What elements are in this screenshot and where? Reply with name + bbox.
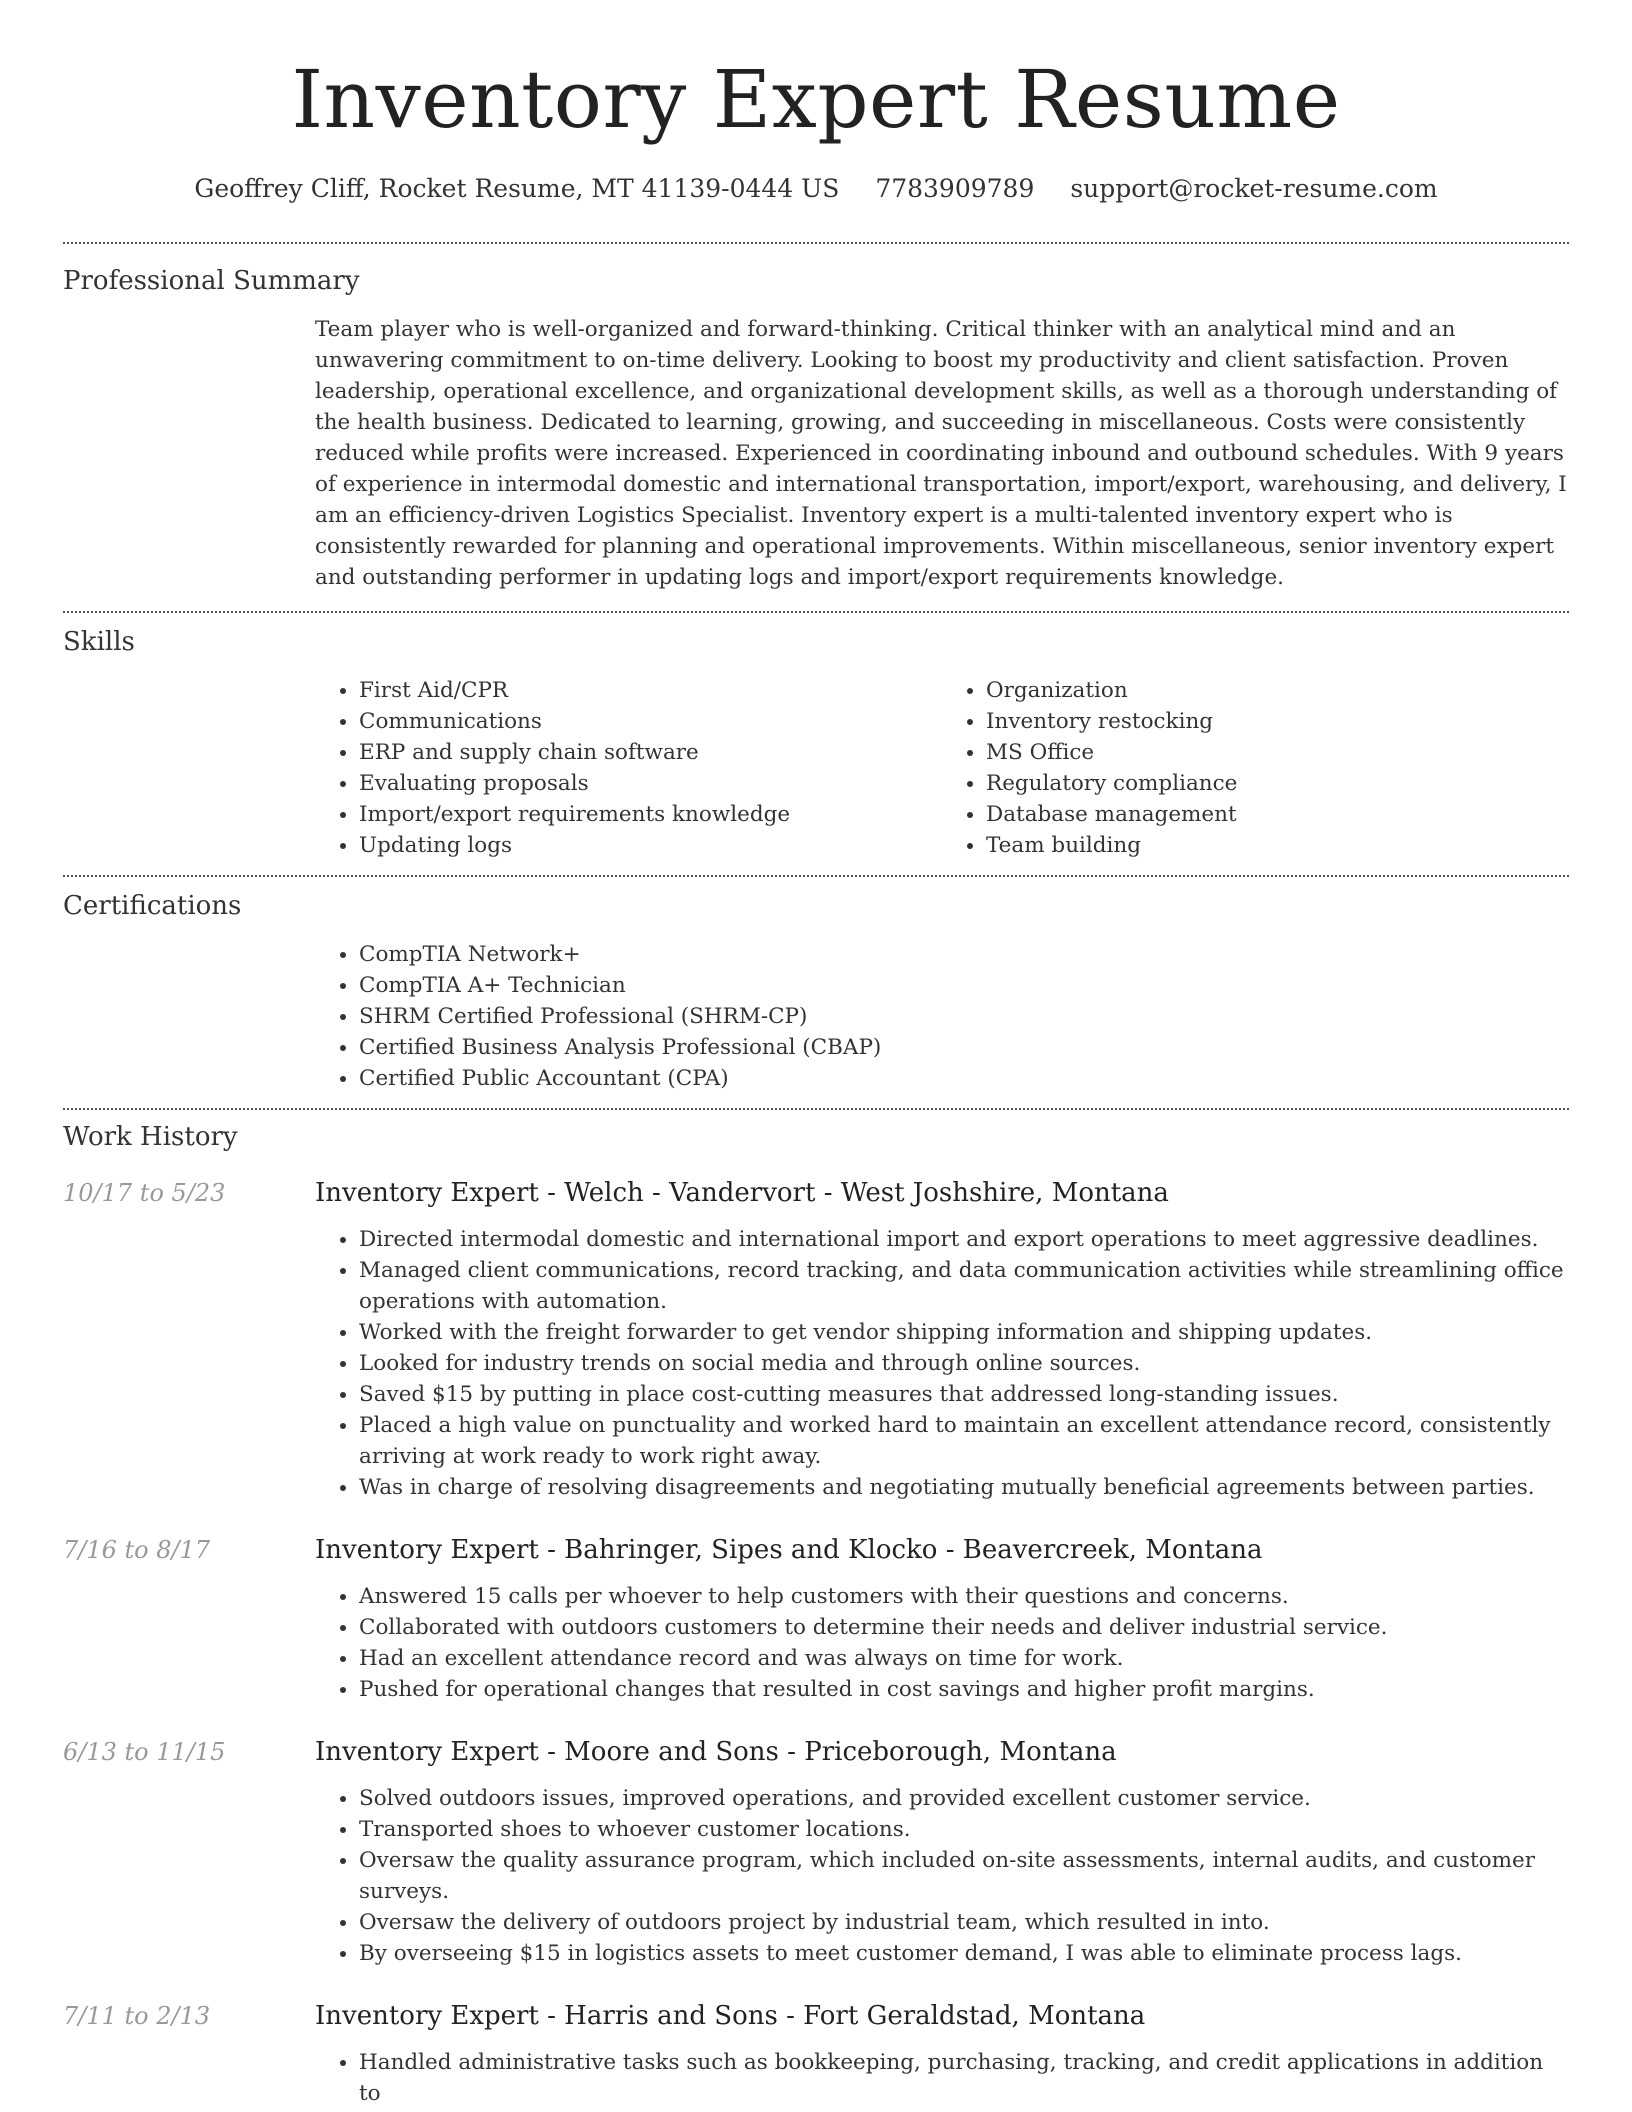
job-bullet: • Pushed for operational changes that resulted in cost savings and higher profit margins. (359, 1674, 1569, 1705)
certifications-heading: Certifications (63, 891, 242, 921)
skill-item: • Inventory restocking (986, 706, 1569, 737)
job-bullet: • Oversaw the quality assurance program, which included on-site assessments, internal audits, and customer surveys. (359, 1845, 1569, 1907)
skill-item: • Team building (986, 830, 1569, 861)
job-title: Inventory Expert - Bahringer, Sipes and Klocko - Beavercreek, Montana (315, 1535, 1263, 1565)
certifications-section (63, 877, 1569, 1108)
job-bullets (315, 1224, 1569, 1503)
job-dates: 7/11 to 2/13 (63, 2002, 211, 2030)
job-entry (63, 1533, 1569, 1705)
contact-info (63, 172, 1569, 206)
certification-item: • CompTIA A+ Technician (359, 970, 1569, 1001)
job-bullets (315, 1783, 1569, 1969)
resume-title: Inventory Expert Resume (291, 53, 1341, 146)
skill-item: • Regulatory compliance (986, 768, 1569, 799)
job-dates: 7/16 to 8/17 (63, 1536, 211, 1564)
job-bullet: • Had an excellent attendance record and was always on time for work. (359, 1643, 1569, 1674)
certification-item: • CompTIA Network+ (359, 939, 1569, 970)
certifications-list (315, 939, 1569, 1094)
job-bullets (315, 2047, 1569, 2109)
skill-item: • Organization (986, 675, 1569, 706)
job-bullet: • Directed intermodal domestic and international import and export operations to meet aggressive deadlines. (359, 1224, 1569, 1255)
job-bullet: • Solved outdoors issues, improved operations, and provided excellent customer service. (359, 1783, 1569, 1814)
job-dates: 10/17 to 5/23 (63, 1179, 226, 1207)
skills-list-right (942, 675, 1569, 861)
skill-item: • Updating logs (359, 830, 942, 861)
job-bullet: • Placed a high value on punctuality and worked hard to maintain an excellent attendance record, consistently arriving at work ready to work right away. (359, 1410, 1569, 1472)
job-bullet: • Worked with the freight forwarder to get vendor shipping information and shipping updates. (359, 1317, 1569, 1348)
job-title: Inventory Expert - Moore and Sons - Priceborough, Montana (315, 1737, 1117, 1767)
job-bullet: • Saved $15 by putting in place cost-cutting measures that addressed long-standing issues. (359, 1379, 1569, 1410)
job-bullets (315, 1581, 1569, 1705)
skill-item: • Import/export requirements knowledge (359, 799, 942, 830)
contact-email: support@rocket-resume.com (1070, 174, 1438, 203)
job-title: Inventory Expert - Harris and Sons - Fort Geraldstad, Montana (315, 2001, 1146, 2031)
job-bullet: • Handled administrative tasks such as bookkeeping, purchasing, tracking, and credit applications in addition to (359, 2047, 1569, 2109)
skills-list-left (315, 675, 942, 861)
contact-phone: 7783909789 (875, 174, 1035, 203)
job-entry (63, 1999, 1569, 2109)
summary-section (63, 244, 1569, 611)
skill-item: • MS Office (986, 737, 1569, 768)
job-bullet: • Answered 15 calls per whoever to help customers with their questions and concerns. (359, 1581, 1569, 1612)
job-bullet: • Oversaw the delivery of outdoors project by industrial team, which resulted in into. (359, 1907, 1569, 1938)
work-history-section (63, 1110, 1569, 2109)
job-bullet: • Transported shoes to whoever customer locations. (359, 1814, 1569, 1845)
skill-item: • Communications (359, 706, 942, 737)
work-history-heading: Work History (63, 1122, 238, 1152)
skills-section (63, 613, 1569, 875)
job-dates: 6/13 to 11/15 (63, 1738, 226, 1766)
job-title: Inventory Expert - Welch - Vandervort - West Joshshire, Montana (315, 1178, 1169, 1208)
job-bullet: • Managed client communications, record tracking, and data communication activities while streamlining office operations with automation. (359, 1255, 1569, 1317)
certification-item: • Certified Business Analysis Professional (CBAP) (359, 1032, 1569, 1063)
job-bullet: • Collaborated with outdoors customers to determine their needs and deliver industrial service. (359, 1612, 1569, 1643)
skill-item: • First Aid/CPR (359, 675, 942, 706)
job-bullet: • Looked for industry trends on social media and through online sources. (359, 1348, 1569, 1379)
skill-item: • Database management (986, 799, 1569, 830)
skill-item: • Evaluating proposals (359, 768, 942, 799)
summary-text: Team player who is well-organized and forward-thinking. Critical thinker with an analytical mind and an unwavering commitment to on-time delivery. Looking to boost my productivity and client satisfaction. Proven leadership, operational excellence, and organizational development skills, as well as a thorough understanding of the health business. Dedicated to learning, growing, and succeeding in miscellaneous. Costs were consistently reduced while profits were increased. Experienced in coordinating inbound and outbound schedules. With 9 years of experience in intermodal domestic and international transportation, import/export, warehousing, and delivery, I am an efficiency-driven Logistics Specialist. Inventory expert is a multi-talented inventory expert who is consistently rewarded for planning and operational improvements. Within miscellaneous, senior inventory expert and outstanding performer in updating logs and import/export requirements knowledge. (315, 317, 1567, 590)
summary-heading: Professional Summary (63, 266, 360, 296)
certification-item: • SHRM Certified Professional (SHRM-CP) (359, 1001, 1569, 1032)
contact-address: Geoffrey Cliff, Rocket Resume, MT 41139-0444 US (194, 174, 840, 203)
job-entry (63, 1735, 1569, 1969)
skills-heading: Skills (63, 627, 135, 657)
job-bullet: • By overseeing $15 in logistics assets to meet customer demand, I was able to eliminate process lags. (359, 1938, 1569, 1969)
job-bullet: • Was in charge of resolving disagreements and negotiating mutually beneficial agreements between parties. (359, 1472, 1569, 1503)
certification-item: • Certified Public Accountant (CPA) (359, 1063, 1569, 1094)
skill-item: • ERP and supply chain software (359, 737, 942, 768)
job-entry (63, 1176, 1569, 1503)
